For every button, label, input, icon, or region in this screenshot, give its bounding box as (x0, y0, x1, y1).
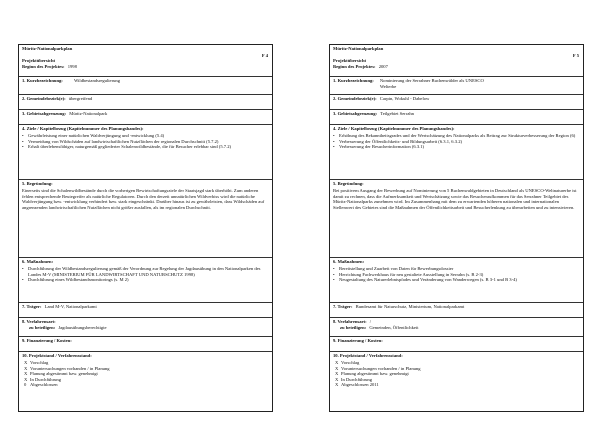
project-start-label: Beginn des Projektes: (22, 63, 65, 69)
list-item: • Erhalt überlebensfähiger, naturgemäß gegliederter Schalenwildbestände, die für Besucher erlebbar sind (5.7.2) (22, 144, 269, 150)
section-measures-label: 6. Maßnahmen: (22, 259, 54, 265)
section-financing-label: 9. Finanzierung / Kosten: (333, 338, 383, 344)
section-municipalities (330, 95, 583, 110)
sheet-subtitle: Projektübersicht (333, 57, 367, 63)
project-code: F 5 (572, 53, 579, 58)
section-status-label: 10. Projektstand / Verfahrensstand: (333, 353, 403, 359)
measures-list (333, 266, 580, 283)
section-status (330, 352, 583, 411)
section-participants-value: Gemeinden, Öffentlichkeit (369, 324, 419, 330)
list-item: • Erhöhung des Bekanntheitsgrades und der Wertschätzung des Nationalparks als Beitrag zur Strukturverbesserung der Region (6) (333, 133, 580, 139)
section-justification (19, 180, 272, 258)
section-municipalities (19, 95, 272, 110)
status-mark: X (335, 376, 339, 382)
status-text: In Durchführung (341, 376, 372, 382)
list-item: • Verbesserung der Öffentlichkeits- und Bildungsarbeit (6.3.1, 6.3.2) (333, 139, 580, 145)
section-short-title-value: Wildbestandsregulierung (74, 78, 120, 84)
section-participants-value: Jagdausübungsberechtigte (58, 324, 107, 330)
status-text: Vorschlag (341, 359, 360, 365)
section-area-label: 3. Gebietsabgrenzung: (333, 111, 378, 117)
section-goals-label: 4. Ziele / Kapitelbezug (Kapitelnummer des Planungsbandes): (22, 126, 144, 132)
section-measures (19, 258, 272, 303)
section-area (19, 110, 272, 125)
list-item: • Verbesserung der Besucherinformation (6.3.1) (333, 144, 580, 150)
status-text: Voruntersuchungen vorhanden / in Planung (341, 365, 421, 371)
status-list (333, 360, 580, 388)
section-municipalities-label: 2. Gemeindebezirk(e): (22, 96, 66, 102)
project-start-value: 2007 (378, 63, 388, 69)
list-item: • Neugestaltung des Naturerlebnispfades und Veränderung von Wanderwegen (s. B 3-1 und B 3-4) (333, 277, 580, 283)
section-procedure-label: 8. Verfahrensart: (22, 319, 56, 325)
status-item (22, 382, 269, 388)
section-participants-label: zu beteiligen: (340, 324, 367, 330)
status-text: Abgeschlossen 2011 (341, 382, 379, 388)
section-short-title-value: Nominierung der Serrahner Buchenwälder als UNESCO Welterbe (379, 78, 484, 89)
status-item (333, 382, 580, 388)
section-participants (22, 325, 269, 331)
section-short-title (19, 77, 272, 95)
section-status-label: 10. Projektstand / Verfahrensstand: (22, 353, 92, 359)
section-municipalities-value: Carpin, Wokuhl - Dabelow (379, 96, 430, 102)
goals-list (333, 133, 580, 150)
project-sheet-f4 (18, 44, 273, 412)
section-short-title-label: 1. Kurzbezeichnung: (333, 78, 374, 84)
section-short-title-label: 1. Kurzbezeichnung: (22, 78, 63, 84)
sheet-subtitle: Projektübersicht (22, 57, 56, 63)
section-justification (330, 180, 583, 258)
status-mark: X (24, 359, 28, 365)
status-mark: 0 (24, 382, 27, 388)
section-goals (330, 125, 583, 180)
section-measures-label: 6. Maßnahmen: (333, 259, 365, 265)
section-participants (333, 325, 580, 331)
section-sponsor-label: 7. Träger: (333, 304, 353, 310)
section-goals-label: 4. Ziele / Kapitelbezug (Kapitelnummer des Planungsbandes): (333, 126, 455, 132)
section-sponsor-label: 7. Träger: (22, 304, 42, 310)
section-sponsor (330, 303, 583, 318)
status-text: Planung abgestimmt bzw. genehmigt (30, 371, 98, 377)
section-justification-text: Einerseits sind die Schalenwildbestände durch die vorherigen Bewirtschaftungsziele der Staatsjagd stark überhöht. Zum anderen fehlen entsprechende Beutegreifer als natürliche Regulatoren. Durch den derzeit unnatürlichen Wildverbiss wird die natürliche Waldverjüngung bzw. -entwicklung verhindert bzw. stark eingeschränkt. Darüber hinaus ist zu gewährleisten, dass Wildschäden auf angrenzenden landwirtschaftlichen Nutzflächen nicht größer ausfallen, als im regionalen Durchschnitt. (22, 187, 265, 210)
status-list (22, 360, 269, 388)
section-procedure (19, 318, 272, 337)
list-item: • Vermeidung von Wildschäden auf landwirtschaftlichen Nutzflächen der regionalen Durchschnitt (5.7.2) (22, 139, 269, 145)
plan-title: Müritz-Nationalparkplan (333, 46, 384, 52)
sheet-header (19, 45, 272, 77)
project-start (333, 64, 580, 70)
section-status (19, 352, 272, 411)
section-goals (19, 125, 272, 180)
section-sponsor (19, 303, 272, 318)
status-text: Abgeschlossen (30, 382, 58, 388)
section-area-value: Müritz-Nationalpark (69, 111, 108, 117)
section-financing (19, 337, 272, 352)
project-start-value: 1998 (67, 63, 77, 69)
list-item: • Durchführung eines Wildbestandsmonitorings (s. M 2) (22, 277, 269, 283)
section-measures (330, 258, 583, 303)
sheet-header (330, 45, 583, 77)
list-item: • Gewährleistung einer natürlichen Waldverjüngung und -entwicklung (5.4) (22, 133, 269, 139)
measures-list (22, 266, 269, 283)
project-start (22, 64, 269, 70)
list-item: • Herrichtung Fachwerkhaus für neu gestaltete Ausstellung in Serrahn (s. B 2-3) (333, 272, 580, 278)
section-area-value: Teilgebiet Serrahn (380, 111, 414, 117)
status-mark: X (335, 359, 339, 365)
section-financing-label: 9. Finanzierung / Kosten: (22, 338, 72, 344)
goals-list (22, 133, 269, 150)
section-justification-label: 5. Begründung: (333, 181, 364, 187)
section-municipalities-value: übergreifend (68, 96, 93, 102)
status-mark: X (24, 365, 28, 371)
status-text: In Durchführung (30, 376, 61, 382)
status-mark: X (335, 371, 339, 377)
status-mark: X (335, 365, 339, 371)
plan-title: Müritz-Nationalparkplan (22, 46, 73, 52)
status-text: Voruntersuchungen vorhanden / in Planung (30, 365, 110, 371)
section-justification-label: 5. Begründung: (22, 181, 53, 187)
status-mark: X (24, 376, 28, 382)
status-text: Vorschlag (30, 359, 49, 365)
section-area (330, 110, 583, 125)
project-start-label: Beginn des Projektes: (333, 63, 376, 69)
section-sponsor-value: Bundesamt für Naturschutz, Ministerium, Nationalparkamt (355, 304, 465, 310)
status-mark: X (335, 382, 339, 388)
status-text: Planung abgestimmt bzw. genehmigt (341, 371, 409, 377)
project-code: F 4 (261, 53, 268, 58)
section-justification-text: Bei positivem Ausgang der Bewerbung auf Nominierung von 5 Buchenwaldgebieten in Deutschland als UNESCO-Weltnaturerbe ist damit zu rechnen, dass die Aufmerksamkeit und Wertschätzung sowie das Besucheraufkommen für das Serrahner Teilgebiet des Müritz-Nationalparks zunehmen wird. Im Zusammenhang mit dem zu erwartenden höheren nationalen und internationalen Stellenwert des Gebietes sind die Maßnahmen der Öffentlichkeitsarbeit und Besucherlenkung zu überarbeiten und zu intensivieren. (333, 187, 577, 210)
section-procedure-label: 8. Verfahrensart: (333, 319, 367, 325)
list-item: • Durchführung der Wildbestandsregulierung gemäß der Verordnung zur Regelung der Jagdausübung in den Nationalparken des Landes M-V (MINISTERIUM FÜR LANDWIRTSCHAFT UND NATURSCHUTZ 1998) (22, 266, 269, 277)
section-municipalities-label: 2. Gemeindebezirk(e): (333, 96, 377, 102)
section-procedure (330, 318, 583, 337)
section-area-label: 3. Gebietsabgrenzung: (22, 111, 67, 117)
status-mark: X (24, 371, 28, 377)
section-financing (330, 337, 583, 352)
section-sponsor-value: Land M-V, Nationalparkamt (44, 304, 97, 310)
section-short-title (330, 77, 583, 95)
list-item: • Bereitstellung und Zuarbeit von Daten für Bewerbungsdossier (333, 266, 580, 272)
section-participants-label: zu beteiligen: (29, 324, 56, 330)
section-procedure-value: / (369, 319, 372, 325)
project-sheet-f5 (329, 44, 584, 412)
